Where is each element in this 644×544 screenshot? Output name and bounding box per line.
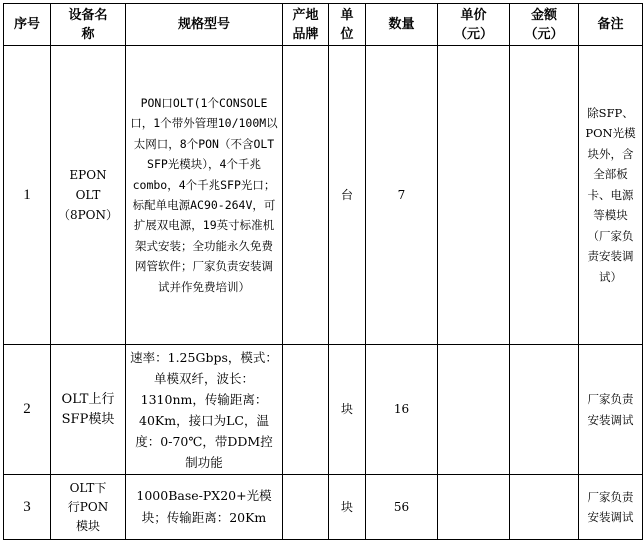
row-remark xyxy=(579,475,643,540)
header-qty: 数量 xyxy=(366,4,438,46)
row-name xyxy=(51,46,126,345)
table-row xyxy=(4,46,643,345)
row-name-text: EPON OLT（8PON） xyxy=(57,168,119,222)
row-no: 3 xyxy=(4,475,51,540)
header-remark: 备注 xyxy=(579,4,643,46)
row-origin xyxy=(283,46,329,345)
row-unit: 块 xyxy=(329,345,366,475)
header-row xyxy=(4,4,643,46)
row-price xyxy=(438,46,510,345)
row-price xyxy=(438,475,510,540)
header-no: 序号 xyxy=(4,4,51,46)
row-amount xyxy=(510,46,579,345)
row-unit: 台 xyxy=(329,46,366,345)
row-amount xyxy=(510,345,579,475)
row-no: 2 xyxy=(4,345,51,475)
row-remark-text: 厂家负责安装调试 xyxy=(587,392,634,427)
row-unit: 块 xyxy=(329,475,366,540)
row-spec xyxy=(126,345,283,475)
row-origin xyxy=(283,475,329,540)
table-row xyxy=(4,345,643,475)
row-qty: 7 xyxy=(366,46,438,345)
row-origin xyxy=(283,345,329,475)
row-name xyxy=(51,475,126,540)
row-remark-text: 除SFP、PON光模块外，含全部板卡、电源等模块（厂家负责安装调试） xyxy=(585,105,636,284)
header-price-text: 单价（元） xyxy=(453,7,493,42)
row-name-text: OLT上行SFP模块 xyxy=(61,391,115,427)
row-remark-text: 厂家负责安装调试 xyxy=(587,489,634,524)
table-row xyxy=(4,475,643,540)
header-amount xyxy=(510,4,579,46)
row-amount xyxy=(510,475,579,540)
header-origin xyxy=(283,4,329,46)
row-spec xyxy=(126,475,283,540)
header-unit-text: 单位 xyxy=(340,7,354,42)
row-price xyxy=(438,345,510,475)
row-name-text: OLT下行PON模块 xyxy=(67,480,109,533)
header-amount-text: 金额（元） xyxy=(524,7,564,42)
header-unit xyxy=(329,4,366,46)
equipment-table xyxy=(3,3,643,540)
header-name-text: 设备名称 xyxy=(68,7,108,42)
row-no: 1 xyxy=(4,46,51,345)
row-spec xyxy=(126,46,283,345)
row-spec-text: 速率：1.25Gbps，模式：单模双纤，波长：1310nm，传输距离：40Km，接口为LC，温度：0-70℃，带DDM控制功能 xyxy=(130,349,278,470)
header-price xyxy=(438,4,510,46)
header-name xyxy=(51,4,126,46)
row-name xyxy=(51,345,126,475)
row-spec-text: PON口OLT(1个CONSOLE口，1个带外管理10/100M以太网口，8个PON（不含OLT SFP光模块），4个千兆combo，4个千兆SFP光口；标配单电源AC90-264V，可扩展双电源，19英寸标准机架式安装；全功能永久免费网管软件；厂家负责安装调试并作免费培训） xyxy=(130,95,278,294)
header-origin-text: 产地品牌 xyxy=(292,7,319,42)
row-qty: 56 xyxy=(366,475,438,540)
row-spec-text: 1000Base-PX20+光模块；传输距离：20Km xyxy=(136,488,272,525)
row-qty: 16 xyxy=(366,345,438,475)
header-spec: 规格型号 xyxy=(126,4,283,46)
row-remark xyxy=(579,46,643,345)
row-remark xyxy=(579,345,643,475)
